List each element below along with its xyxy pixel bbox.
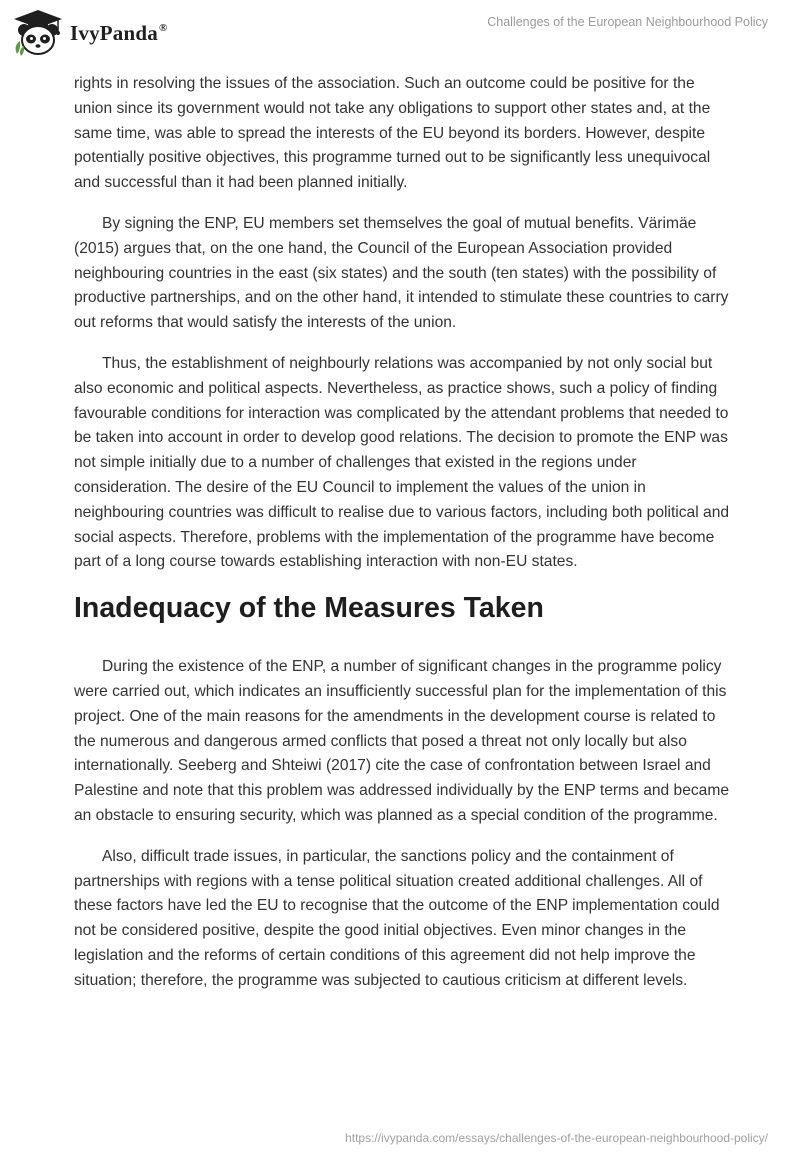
section-heading: Inadequacy of the Measures Taken (74, 592, 544, 625)
paragraph: By signing the ENP, EU members set themselves the goal of mutual benefits. Värimäe (2015) argues that, on the one hand, the Council of the European Association provided neighbouring countries in the east (six states) and the south (ten states) with the possibility of productive partnerships, and on the other hand, it intended to stimulate these countries to carry out reforms that would satisfy the interests of the union. (74, 214, 729, 332)
source-url[interactable]: https://ivypanda.com/essays/challenges-of-the-european-neighbourhood-policy/ (345, 1131, 768, 1145)
page-header (0, 0, 800, 64)
registered-mark: ® (158, 21, 168, 34)
brand-name: IvyPanda® (70, 20, 168, 45)
essay-body (74, 72, 734, 1010)
ivypanda-logo[interactable] (12, 8, 167, 58)
paragraph: During the existence of the ENP, a number of significant changes in the programme policy were carried out, which indicates an insufficiently successful plan for the implementation of this project. One of the main reasons for the amendments in the development course is related to the numerous and dangerous armed conflicts that posed a threat not only locally but also internationally. Seeberg and Shteiwi (2017) cite the case of confrontation between Israel and Palestine and note that this problem was addressed individually by the ENP terms and became an obstacle to ensuring security, which was planned as a special condition of the programme. (74, 658, 730, 824)
paragraph: Also, difficult trade issues, in particular, the sanctions policy and the containment of partnerships with regions with a tense political situation created additional challenges. All of these factors have led the EU to recognise that the outcome of the ENP implementation could not be considered positive, despite the good initial objectives. Even minor changes in the legislation and the reforms of certain conditions of this agreement did not help improve the situation; therefore, the programme was subjected to cautious criticism at different levels. (74, 847, 720, 989)
header-page-title: Challenges of the European Neighbourhood Policy (487, 15, 768, 29)
panda-graduate-icon (12, 8, 64, 58)
paragraph: Thus, the establishment of neighbourly relations was accompanied by not only social but also economic and political aspects. Nevertheless, as practice shows, such a policy of finding favourable conditions for interaction was complicated by the attendant problems that needed to be taken into account in order to develop good relations. The decision to promote the ENP was not simple initially due to a number of challenges that existed in the regions under consideration. The desire of the EU Council to implement the values of the union in neighbouring countries was difficult to realise due to various factors, including both political and social aspects. Therefore, problems with the implementation of the programme have become part of a long course towards establishing interaction with non-EU states. (74, 354, 730, 571)
paragraph: rights in resolving the issues of the association. Such an outcome could be positive for the union since its government would not take any obligations to support other states and, at the same time, was able to spread the interests of the EU beyond its borders. However, despite potentially positive objectives, this programme turned out to be significantly less unequivocal and successful than it had been planned initially. (74, 75, 711, 192)
